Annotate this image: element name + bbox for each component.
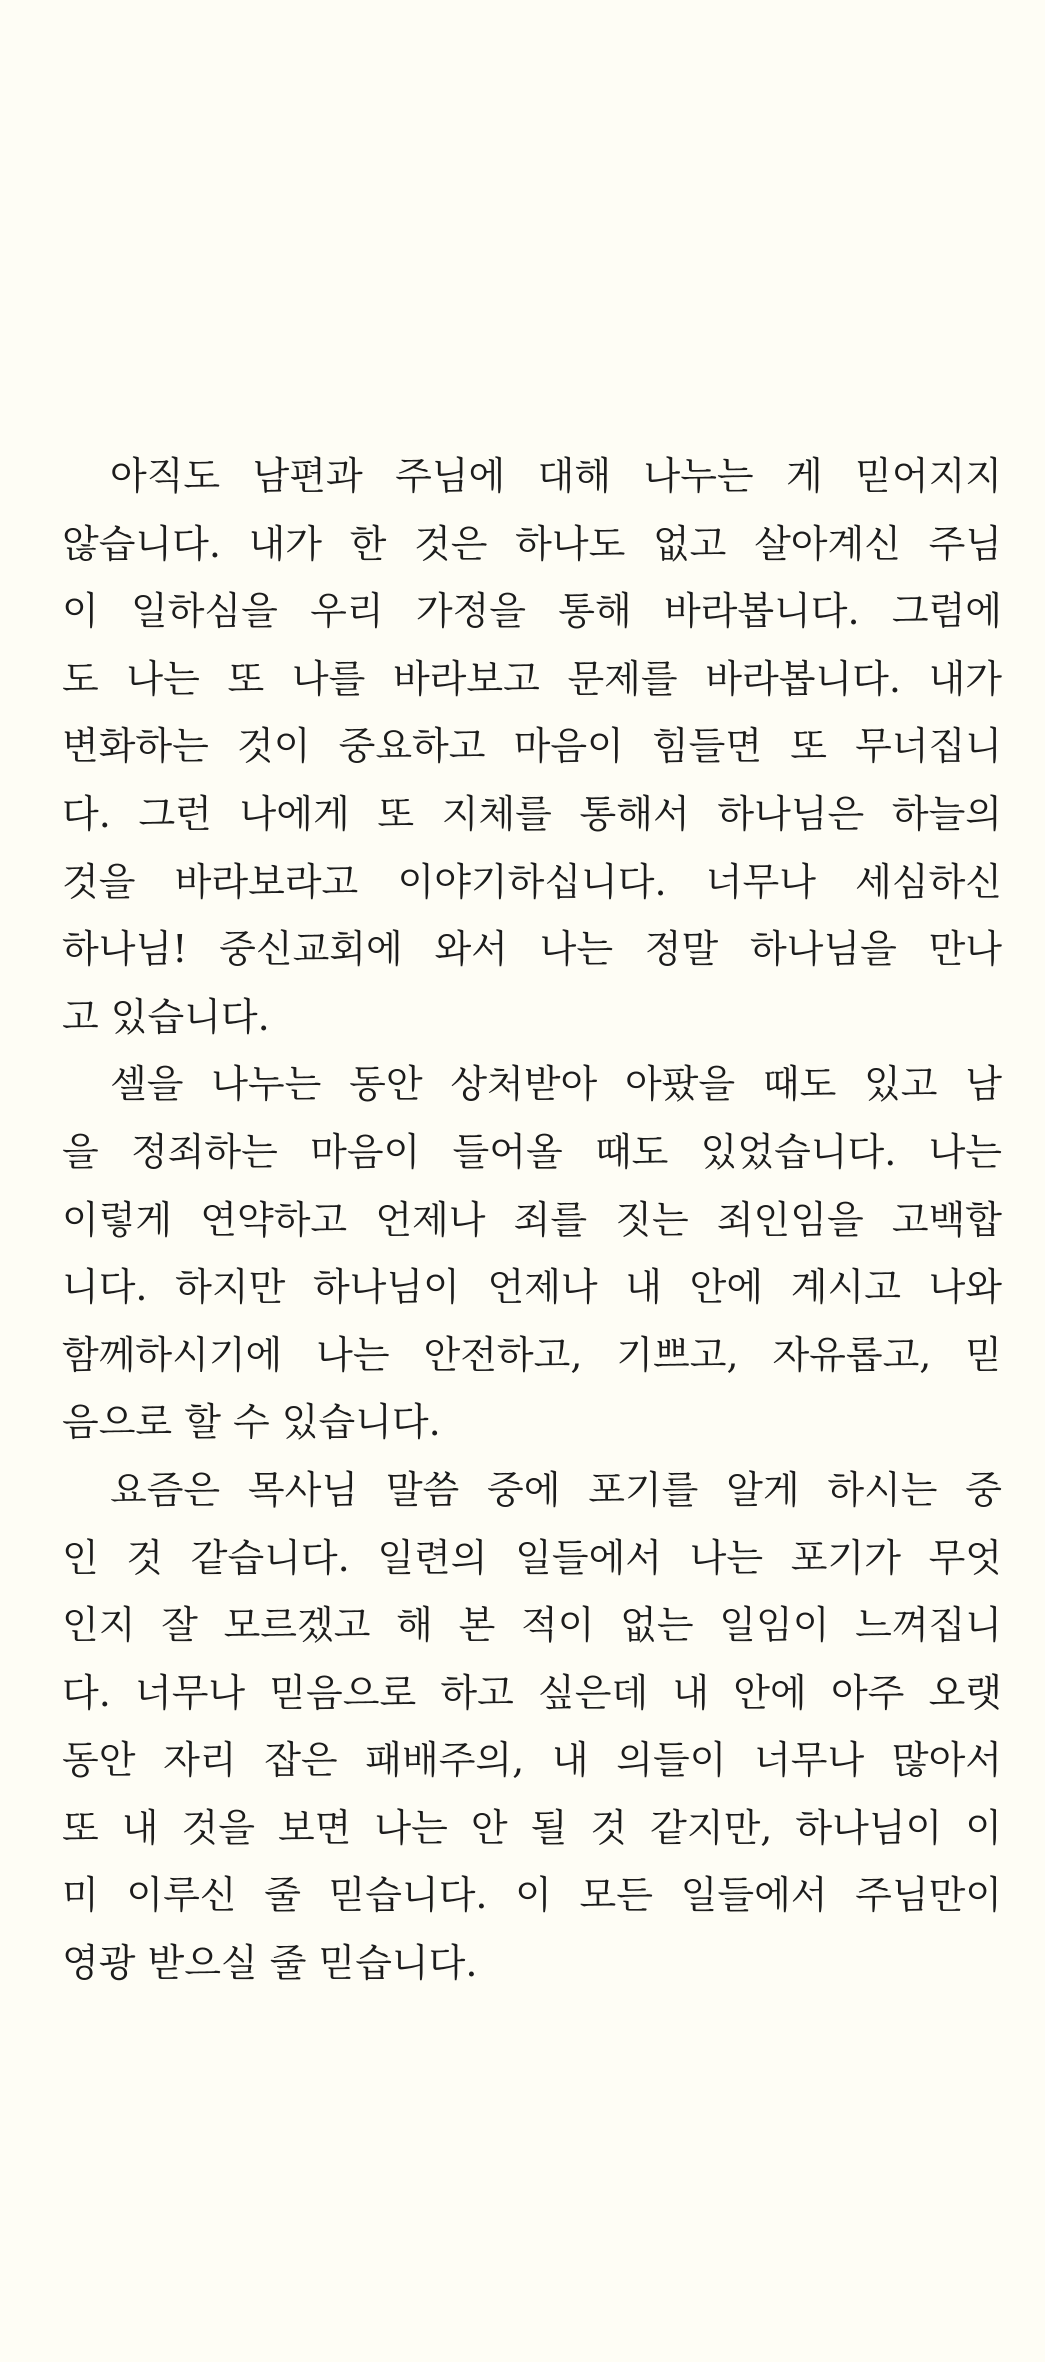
text-line: 음으로 할 수 있습니다. xyxy=(62,1400,441,1445)
text-line: 않습니다. 내가 한 것은 하나도 없고 살아계신 주님 xyxy=(62,521,1002,566)
text-line: 하나님! 중신교회에 와서 나는 정말 하나님을 만나 xyxy=(62,927,1002,972)
text-line: 동안 자리 잡은 패배주의, 내 의들이 너무나 많아서 xyxy=(62,1738,1002,1783)
text-line: 요즘은 목사님 말씀 중에 포기를 알게 하시는 중 xyxy=(110,1467,1002,1512)
text-line: 도 나는 또 나를 바라보고 문제를 바라봅니다. 내가 xyxy=(62,656,1002,701)
text-line: 이 일하심을 우리 가정을 통해 바라봅니다. 그럼에 xyxy=(62,589,1002,634)
text-line: 을 정죄하는 마음이 들어올 때도 있었습니다. 나는 xyxy=(62,1129,1002,1174)
text-line: 변화하는 것이 중요하고 마음이 힘들면 또 무너집니 xyxy=(62,724,1002,769)
text-line: 또 내 것을 보면 나는 안 될 것 같지만, 하나님이 이 xyxy=(62,1805,1002,1850)
paragraph-3 xyxy=(62,1457,1002,1998)
text-line: 고 있습니다. xyxy=(62,994,270,1039)
text-line: 다. 너무나 믿음으로 하고 싶은데 내 안에 아주 오랫 xyxy=(62,1670,1002,1715)
text-line: 것을 바라보라고 이야기하십니다. 너무나 세심하신 xyxy=(62,859,1002,904)
text-line: 이렇게 연약하고 언제나 죄를 짓는 죄인임을 고백합 xyxy=(62,1197,1002,1242)
text-line: 함께하시기에 나는 안전하고, 기쁘고, 자유롭고, 믿 xyxy=(62,1332,1002,1377)
text-line: 인지 잘 모르겠고 해 본 적이 없는 일임이 느껴집니 xyxy=(62,1603,1002,1648)
text-line: 다. 그런 나에게 또 지체를 통해서 하나님은 하늘의 xyxy=(62,791,1002,836)
text-line: 아직도 남편과 주님에 대해 나누는 게 믿어지지 xyxy=(110,454,1002,498)
text-line: 미 이루신 줄 믿습니다. 이 모든 일들에서 주님만이 xyxy=(62,1873,1002,1918)
paragraph-1 xyxy=(62,443,1002,1051)
text-line: 셀을 나누는 동안 상처받아 아팠을 때도 있고 남 xyxy=(110,1062,1002,1107)
text-line: 니다. 하지만 하나님이 언제나 내 안에 계시고 나와 xyxy=(62,1265,1002,1310)
text-line: 인 것 같습니다. 일련의 일들에서 나는 포기가 무엇 xyxy=(62,1535,1002,1580)
paragraph-2 xyxy=(62,1051,1002,1457)
text-line: 영광 받으실 줄 믿습니다. xyxy=(62,1941,478,1986)
testimony-text xyxy=(62,443,1002,1998)
